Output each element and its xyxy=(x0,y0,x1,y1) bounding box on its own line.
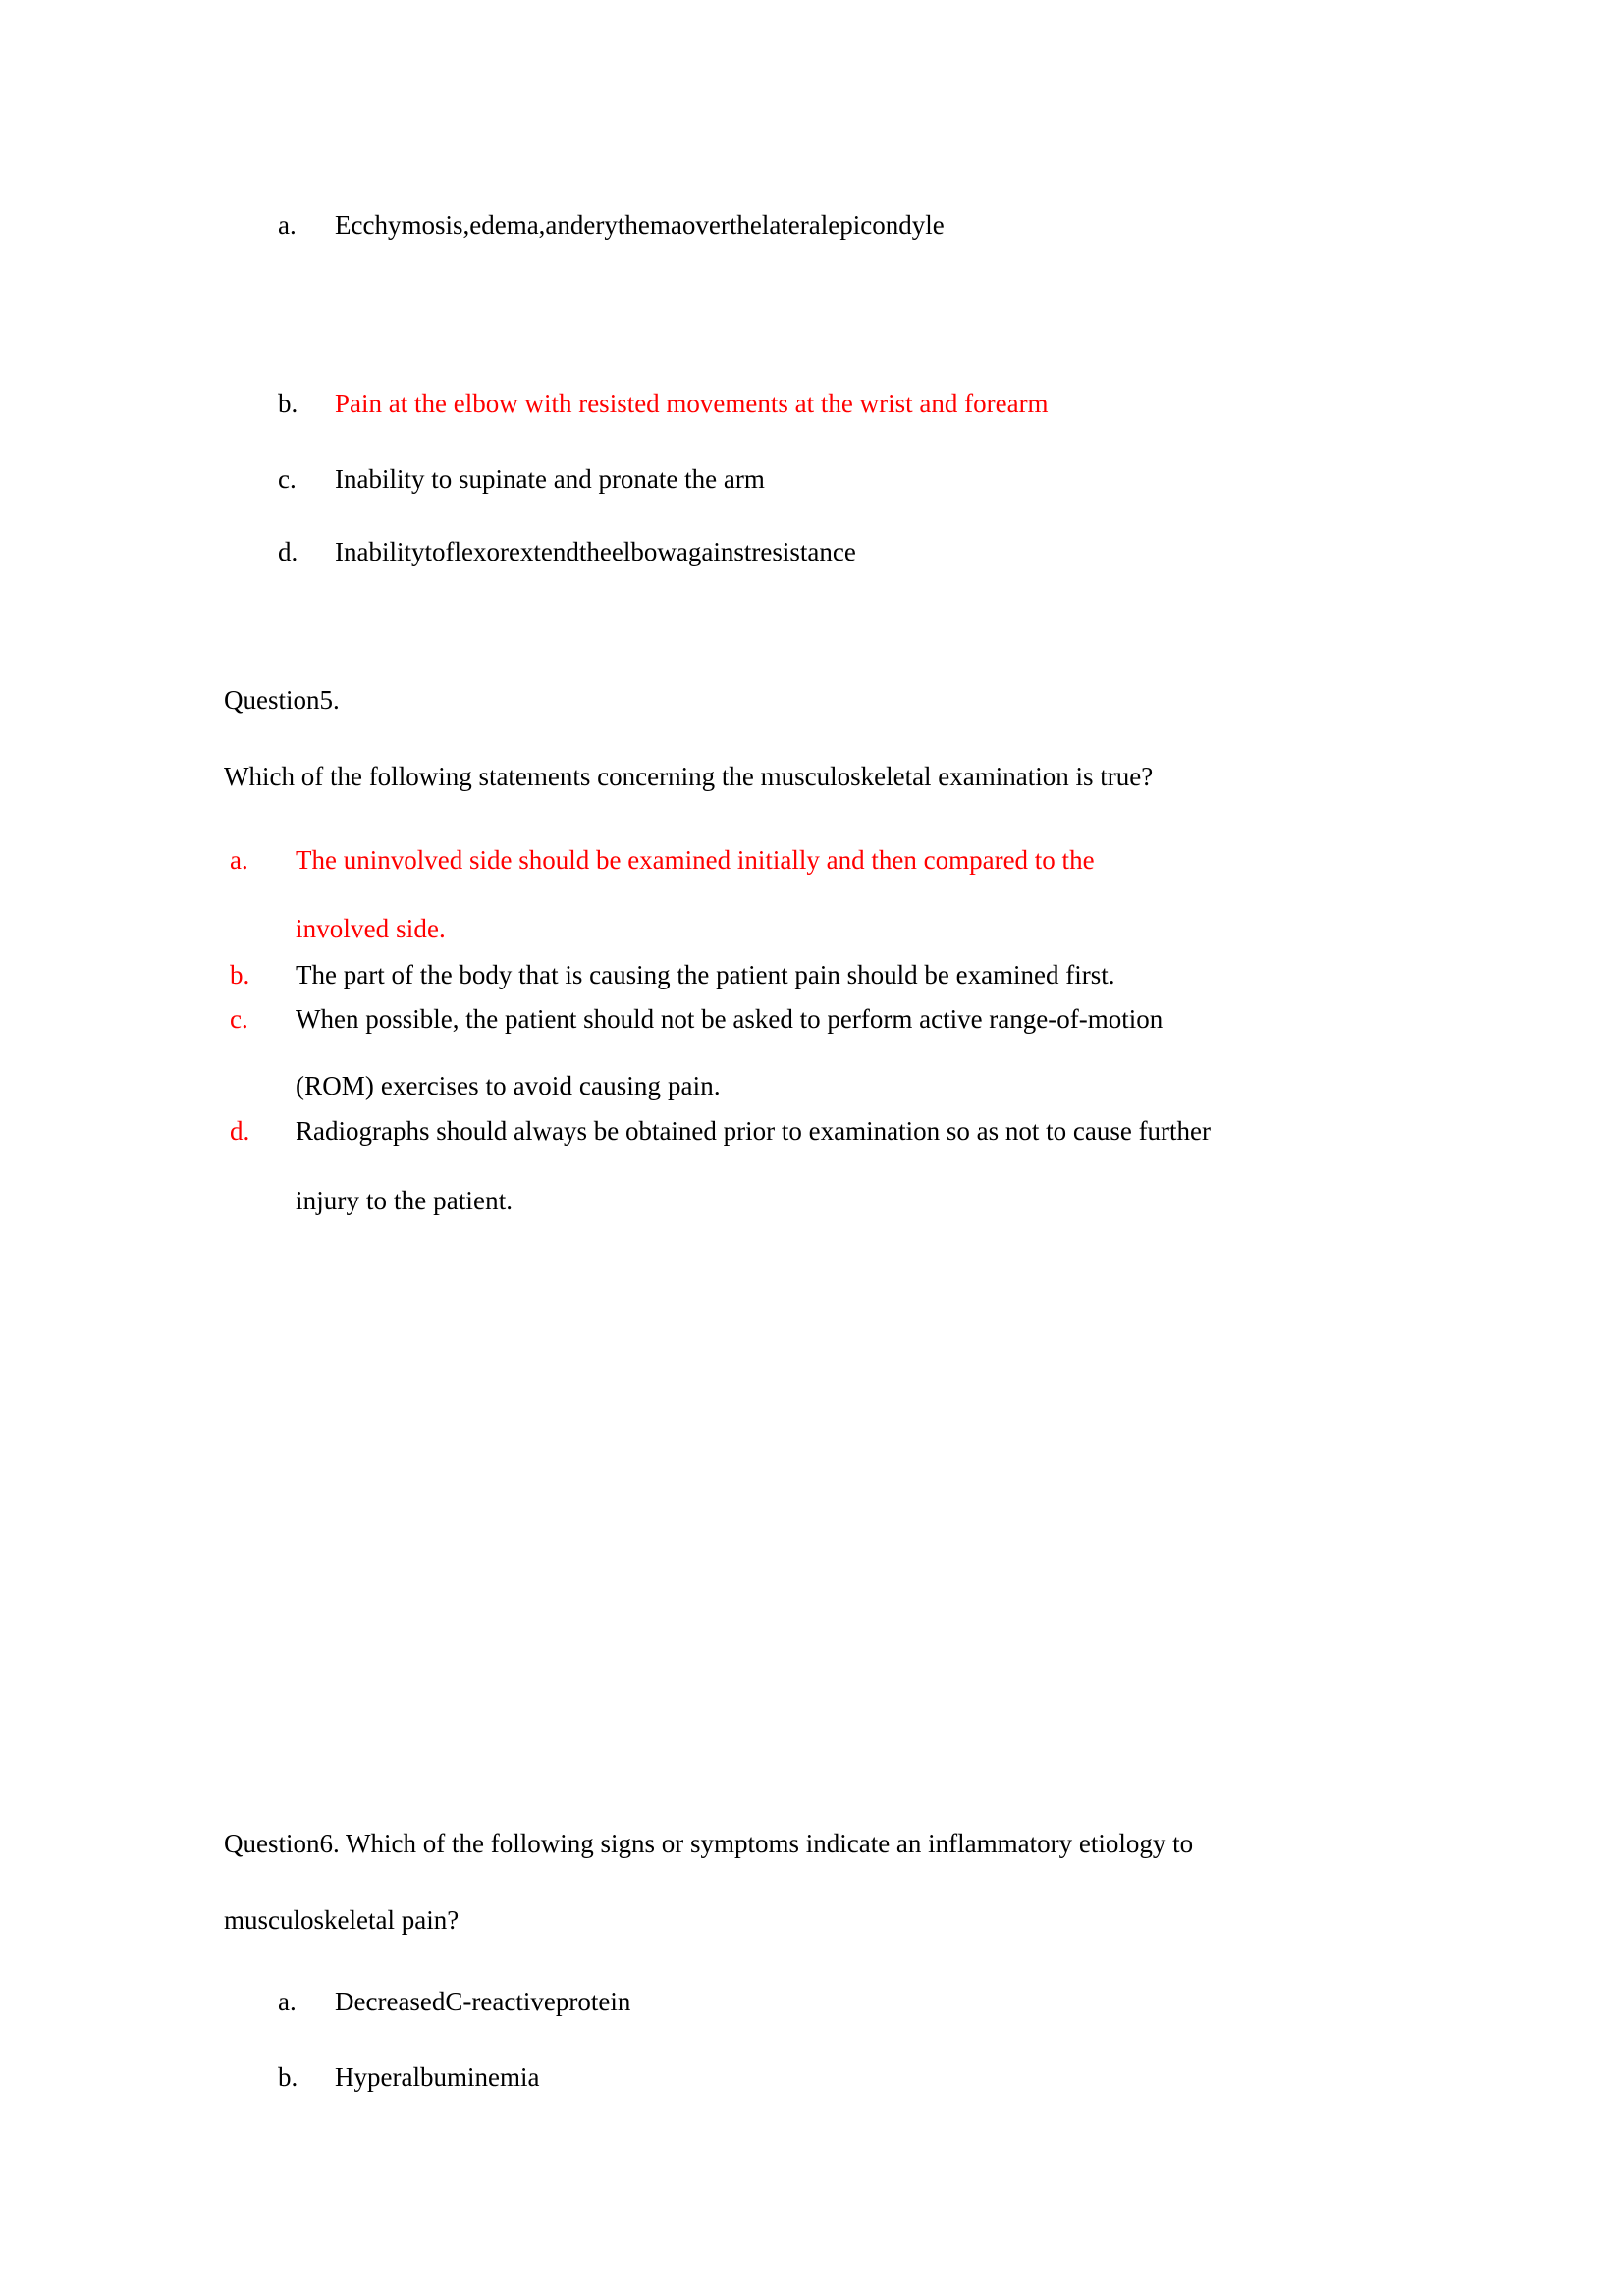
list-marker: d. xyxy=(230,1116,250,1146)
list-marker: d. xyxy=(278,537,298,566)
list-marker: a. xyxy=(278,1987,297,2016)
list-item-text-continuation: injury to the patient. xyxy=(296,1186,514,1215)
question6-stem-line-1: Question6. Which of the following signs or symptoms indicate an inflammatory etiology to xyxy=(224,1829,1194,1858)
list-item-text-continuation: involved side. xyxy=(296,914,446,943)
list-marker: b. xyxy=(278,2062,298,2092)
list-marker: a. xyxy=(278,210,297,240)
list-item-text: Hyperalbuminemia xyxy=(335,2062,540,2092)
list-marker: c. xyxy=(230,1004,248,1034)
list-item-text: Pain at the elbow with resisted movements at the wrist and forearm xyxy=(335,389,1049,418)
list-item-text: Radiographs should always be obtained prior to examination so as not to cause further xyxy=(296,1116,1212,1146)
list-item-text: Ecchymosis,edema,anderythemaoverthelateralepicondyle xyxy=(335,210,945,240)
list-marker: c. xyxy=(278,464,297,494)
list-item-text: The uninvolved side should be examined initially and then compared to the xyxy=(296,845,1095,875)
list-item-text: DecreasedC-reactiveprotein xyxy=(335,1987,631,2016)
list-marker: b. xyxy=(230,960,250,989)
list-item-text-continuation: (ROM) exercises to avoid causing pain. xyxy=(296,1071,721,1100)
list-item-text: Inability to supinate and pronate the arm xyxy=(335,464,765,494)
list-marker: a. xyxy=(230,845,248,875)
question5-label: Question5. xyxy=(224,685,340,715)
list-marker: b. xyxy=(278,389,298,418)
list-item-text: Inabilitytoflexorextendtheelbowagainstresistance xyxy=(335,537,856,566)
question5-stem: Which of the following statements concerning the musculoskeletal examination is true? xyxy=(224,762,1154,791)
question6-stem-line-2: musculoskeletal pain? xyxy=(224,1905,460,1935)
list-item-text: When possible, the patient should not be asked to perform active range-of-motion xyxy=(296,1004,1164,1034)
list-item-text: The part of the body that is causing the patient pain should be examined first. xyxy=(296,960,1115,989)
